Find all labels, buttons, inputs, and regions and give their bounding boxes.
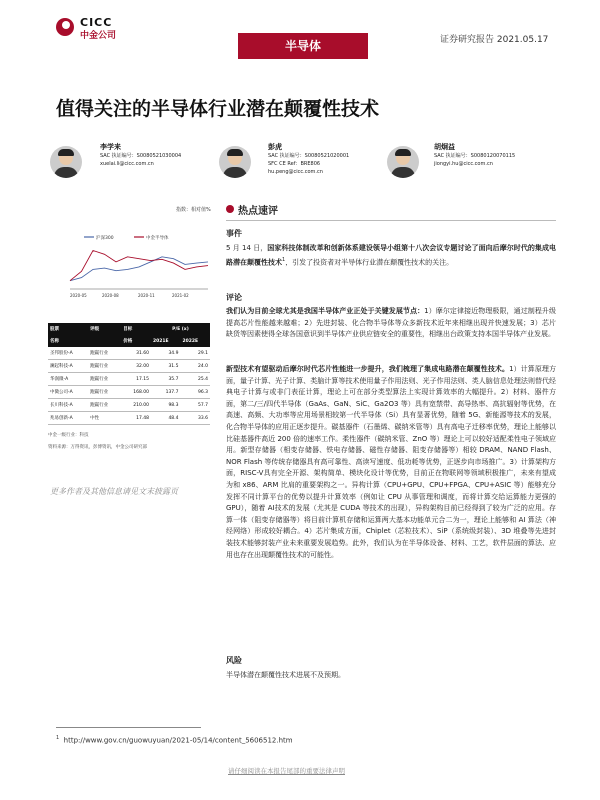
comment-p2-line: 未来有望成为和 x86、ARM 比肩的重要架构之一。异构计算（CPU+GPU、 — [226, 469, 556, 489]
table-cell: 96.3 — [197, 389, 208, 395]
table-cell: 中微公司-A — [50, 390, 73, 395]
table-cell: 32.00 — [136, 363, 149, 369]
comment-p2-bold: 新型技术有望驱动后摩尔时代芯片性能进一步提升，我们梳理了集成电路潜在颠覆性技术。 — [226, 365, 510, 373]
comment-p2-line: 靠性、高读写速度、低功耗等优势，正逐步向市场推广。3）计算架构方面，RISC-V — [226, 457, 557, 478]
analyst-name: 李学来 — [100, 143, 121, 151]
cicc-logo-icon — [56, 18, 74, 36]
footnote-ref: 1 — [282, 256, 286, 263]
th-name: 名称 — [50, 339, 59, 344]
table-cell: 跑赢行业 — [90, 364, 109, 369]
comment-p2-line: 具有完全开源、架构简单、模块化设计等优势，目前正在物联网等领域积极推广， — [263, 469, 521, 478]
series-line-cicc-semi — [70, 251, 208, 281]
table-cell: 跑赢行业 — [90, 377, 109, 382]
stock-rating-table — [48, 323, 210, 425]
x-tick-2: 2020-11 — [138, 293, 155, 298]
table-cell: 57.7 — [197, 402, 208, 408]
comment-p2-line: 技术的发展（尤其是 CUDA 等技术的出现），异构架构目前已经得到了较为广泛 — [274, 504, 521, 513]
comment-heading: 评论 — [226, 293, 242, 302]
th-target: 目标 — [123, 327, 133, 332]
comment-p2-line: 法、应用也存在出现颠覆性技术的可能性。 — [226, 538, 557, 559]
table-cell: 29.1 — [197, 350, 208, 356]
disclaimer-link[interactable]: 请仔细阅读在本报告尾部的重要法律声明 — [228, 767, 345, 775]
section-title: 热点速评 — [238, 206, 278, 217]
table-note-industry: 中金一级行业：科技 — [48, 433, 89, 438]
table-cell: 华润微-A — [50, 377, 69, 382]
report-title: 值得关注的半导体行业潜在颠覆性技术 — [56, 98, 380, 120]
comment-p2-line: 未来重要发展趋势。此外，我们认为在半导体设备、材料、工艺，软件层面的算 — [289, 538, 535, 547]
table-row — [48, 399, 210, 412]
comment-p2-line: 的应用。存算一体（阻变存储器等）将目前计算机存储和运算两大基本功能单元 — [226, 504, 556, 524]
table-cell: 35.7 — [168, 376, 179, 382]
x-tick-3: 2021-02 — [172, 293, 189, 298]
analyst-sac: SAC 执证编号：S0080521030004 — [100, 153, 182, 159]
report-date: 证券研究报告 2021.05.17 — [440, 35, 549, 45]
table-header-row-1 — [48, 323, 210, 335]
table-cell: 48.4 — [168, 415, 179, 421]
comment-p1-text: 1）摩尔定律接近物理极限，通过制程升级提高芯片性能越来越难；2）先进封装、化合物半导体等众多新技术近年来相继出现并快速发展；3）芯片缺货等因素使得全球各国意识到半导体产业供应链安全的重要性，相继出台政策支持本国半导体产业发展。 — [226, 307, 557, 339]
table-cell: 17.48 — [136, 415, 149, 421]
analyst-email[interactable]: xuelai.li@cicc.com.cn — [100, 161, 154, 167]
footnote-divider — [56, 727, 201, 728]
table-row — [48, 373, 210, 386]
legend-label-0: 沪深300 — [96, 236, 114, 241]
analyst-2 — [268, 142, 349, 176]
table-header-row-2 — [48, 335, 210, 347]
comment-p2-line: CPU+FPGA、CPU+ASIC 等）能够充分发挥不同计算平台的优势以提升计算效率 — [226, 480, 556, 501]
table-row — [48, 386, 210, 399]
section-bullet-icon — [226, 205, 234, 213]
table-cell: 跑赢行业 — [90, 351, 109, 356]
th-blank — [88, 335, 121, 347]
table-note-source: 资料来源：万得资讯，彭博资讯，中金公司研究部 — [48, 445, 147, 450]
logo-text-cn: 中金公司 — [80, 31, 117, 41]
analyst-sfc: SFC CE Ref：BRE806 — [268, 161, 321, 167]
section-divider — [226, 220, 556, 221]
table-row — [48, 360, 210, 373]
legend-label-1: 中金半导体 — [146, 236, 169, 241]
table-cell: 跑赢行业 — [90, 403, 109, 408]
comment-paragraph-1 — [226, 306, 556, 341]
analyst-3 — [434, 142, 515, 168]
footnote-number: 1 — [56, 735, 60, 741]
comment-p2-line: 合二为一，理论上能够和 AI 算法（神经网络）形成较好耦合。4）芯片集成方面， — [226, 515, 556, 536]
event-text-b: 国家科技体制改革和创新体系建设领导小组第十八次会议专题讨论了面向后摩尔时代的集成电路潜在颠覆性技术 — [226, 244, 556, 266]
table-cell: 98.3 — [168, 402, 179, 408]
risk-heading: 风险 — [226, 656, 242, 665]
table-cell: 168.00 — [133, 389, 149, 395]
analyst-1 — [100, 142, 181, 168]
performance-chart — [50, 225, 212, 303]
more-info-link[interactable]: 更多作者及其他信息请见文末披露页 — [50, 487, 178, 496]
chart-unit-label: 指数：相对值% — [176, 207, 211, 213]
table-cell: 33.6 — [197, 415, 208, 421]
th-rating: 评级 — [90, 327, 100, 332]
comment-p2-line: 基器件高近 200 倍的速率工作。柔性器件（碳纳米管、ZnO 等）理论上可以较好 — [240, 434, 493, 443]
event-text-a: 5 月 14 日， — [226, 244, 268, 252]
comment-p2-line: 征计算，理论上可在部分类型算法上实现计算效率的大幅提升。2）材料、器件方 — [298, 388, 556, 397]
comment-p2-line: 具有显著优势，随着 5G、新能源等技术的发展，化合物半导体的应用正逐步提升。 — [226, 411, 556, 431]
th-2021e: 2021E — [152, 338, 169, 344]
table-row — [48, 347, 210, 360]
table-cell: 跑赢行业 — [90, 390, 109, 395]
comment-p2-line: Chiplet（芯粒技术）、SiP（系统级封装）、3D 堆叠等先进封装技术能够封装产业 — [226, 527, 557, 547]
th-price: 价格 — [123, 339, 133, 344]
table-cell: 中性 — [90, 416, 100, 421]
analyst-sac: SAC 执证编号：S0080521020001 — [268, 153, 350, 159]
x-tick-1: 2020-08 — [102, 293, 119, 298]
analyst-name: 胡炯益 — [434, 143, 455, 151]
comment-p1-bold: 我们认为目前全球尤其是我国半导体产业正处于关键发展节点： — [226, 307, 425, 315]
table-cell: 31.60 — [136, 350, 149, 356]
comment-p2-line: （例如让 CPU 从事管理和调度，而将计算交给运算能力更强的 GPU），随着 AI — [226, 492, 556, 513]
table-cell: 34.9 — [168, 350, 179, 356]
comment-p2-line: 碳基器件（石墨烯、碳纳米管等）具有高电子迁移率优势，理论上能够以比硅 — [226, 422, 557, 443]
footnote[interactable] — [56, 735, 293, 744]
comment-p2-line: 子作用法则、光子作用法则、类人脑信息处理法则替代经典电子计算与或非门表 — [226, 376, 557, 397]
table-cell: 210.00 — [133, 402, 149, 408]
logo-text-en: CICC — [80, 16, 113, 29]
table-cell: 澜起科技-A — [50, 364, 73, 369]
comment-p2-line: 阻变存储器等）相较 DRAM、NAND Flash、NOR Flash 等传统存储器具有高可 — [226, 446, 556, 466]
analyst-email[interactable]: hu.peng@cicc.com.cn — [268, 169, 323, 175]
x-tick-0: 2020-05 — [70, 293, 87, 298]
table-cell: 31.5 — [168, 363, 179, 369]
comment-p2-line: 1）计算原理方面，量子计算、光子计算、类脑计算等技术使用量 — [226, 365, 556, 385]
analyst-email[interactable]: jiongyi.hu@cicc.com.cn — [434, 161, 493, 167]
table-cell: 圣邦股份-A — [50, 351, 73, 356]
event-paragraph — [226, 243, 556, 269]
th-pe: P/E (x) — [172, 326, 189, 332]
table-cell: 24.0 — [197, 363, 208, 369]
table-cell: 长川科技-A — [50, 403, 73, 408]
analyst-name: 彭虎 — [268, 143, 282, 151]
analyst-avatar-2 — [219, 146, 251, 178]
table-cell: 17.15 — [136, 376, 149, 382]
comment-p2-line: 面，第二/三/四代半导体（GaAs、GaN、SiC、Ga2O3 等）具有宽禁带、高导热 — [226, 399, 479, 408]
table-row — [48, 412, 210, 425]
th-2022e: 2022E — [182, 338, 199, 344]
analyst-avatar-3 — [387, 146, 419, 178]
comment-p2-line: 适配柔性电子领域应用。新型存储器（相变存储器、铁电存储器、磁性存储器、 — [226, 434, 557, 455]
event-text-c: ，引发了投资者对半导体行业潜在颠覆性技术的关注。 — [285, 257, 454, 266]
comment-p2-line: 率、高抗辐射等优势，在高速、高频、大功率等应用场景相较第一代半导体（Si） — [226, 399, 556, 420]
table-cell: 25.4 — [197, 376, 208, 382]
table-cell: 兆易创新-A — [50, 416, 73, 421]
risk-text: 半导体潜在颠覆性技术进展不及预期。 — [226, 671, 345, 679]
comment-paragraph-2 — [226, 364, 556, 561]
event-heading: 事件 — [226, 229, 242, 238]
footnote-url: http://www.gov.cn/guowuyuan/2021-05/14/content_5606512.htm — [63, 736, 293, 745]
analyst-sac: SAC 执证编号：S0080120070115 — [434, 153, 516, 159]
analyst-avatar-1 — [50, 146, 82, 178]
th-stock: 股票 — [50, 327, 59, 332]
table-cell: 137.7 — [165, 389, 179, 395]
sector-banner: 半导体 — [238, 33, 368, 59]
